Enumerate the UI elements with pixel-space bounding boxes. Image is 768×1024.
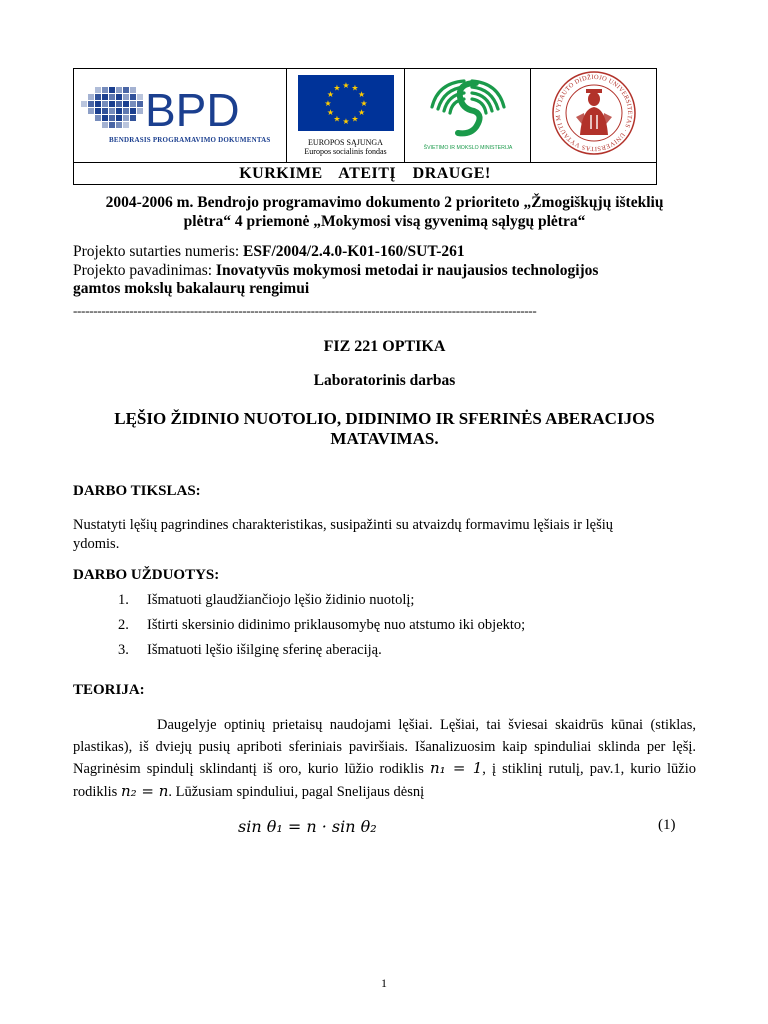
- page-number: 1: [381, 976, 387, 990]
- tasks-list: [118, 592, 525, 667]
- theory-text-3: . Lūžusiam spinduliui, pagal Snelijaus dėsnį: [168, 783, 425, 800]
- eu-caption-2: Europos socialinis fondas: [304, 147, 387, 156]
- eu-star-icon: ★: [359, 99, 368, 108]
- project-name-row-2: [73, 280, 673, 299]
- bpd-map-icon: [75, 73, 285, 159]
- list-item: [118, 592, 525, 617]
- list-item: [118, 642, 525, 667]
- bpd-logo-cell: [74, 69, 287, 163]
- vdu-seal-text: VYTAUTO DIDŽIOJO UNIVERSITETAS · UNIVERSITAS VYTAUTI M: [554, 73, 633, 153]
- priority-line-1: 2004-2006 m. Bendrojo programavimo dokumento 2 prioriteto „Žmogiškųjų išteklių: [105, 194, 664, 211]
- bpd-logo-text: BPD: [145, 83, 240, 136]
- formula-number: (1): [658, 817, 676, 833]
- eu-star-icon: ★: [332, 83, 341, 93]
- project-info: [73, 243, 673, 299]
- eu-logo: [296, 75, 396, 156]
- project-name-row: [73, 262, 673, 281]
- theory-text-2: , į stiklinį rutulį, pav.1, kurio lūžio rodiklis: [73, 761, 697, 800]
- header-logos-table: [73, 68, 657, 185]
- goal-text: [73, 516, 696, 554]
- project-name-label: Projekto pavadinimas:: [73, 261, 216, 279]
- task-text: Ištirti skersinio didinimo priklausomybę nuo atstumo iki objekto;: [147, 617, 526, 633]
- task-text: Išmatuoti lęšio išilginę sferinę aberaciją.: [147, 642, 382, 658]
- course-title: FIZ 221 OPTIKA: [323, 338, 446, 355]
- snell-formula: sin θ₁ = n · sin θ₂: [238, 817, 377, 836]
- eu-logo-cell: [287, 69, 405, 163]
- eu-star-icon: ★: [341, 81, 350, 90]
- task-text: Išmatuoti glaudžiančiojo lęšio židinio nuotolį;: [147, 592, 415, 608]
- priority-line-2: plėtra“ 4 priemonė „Mokymosi visą gyvenimą sąlygų plėtra“: [183, 213, 586, 230]
- goal-line-2: ydomis.: [73, 536, 120, 552]
- eu-star-icon: ★: [357, 108, 365, 117]
- motto: KURKIME ATEITĮ DRAUGE!: [74, 163, 657, 185]
- task-number: 1.: [118, 592, 129, 608]
- contract-label: Projekto sutarties numeris:: [73, 243, 244, 260]
- contract-number-row: [73, 243, 673, 262]
- vdu-logo-cell: [531, 69, 657, 163]
- theory-paragraph: [73, 715, 696, 803]
- bpd-logo: [75, 73, 285, 159]
- eu-flag-icon: [298, 75, 394, 131]
- eu-star-icon: ★: [341, 117, 350, 126]
- vdu-seal-icon: [550, 69, 638, 157]
- bpd-caption: BENDRASIS PROGRAMAVIMO DOKUMENTAS: [109, 135, 271, 144]
- eu-star-icon: ★: [350, 83, 359, 93]
- task-number: 3.: [118, 642, 129, 658]
- eu-star-icon: ★: [332, 114, 341, 124]
- list-item: [118, 617, 525, 642]
- eu-star-icon: ★: [350, 114, 359, 124]
- lab-title: [73, 409, 696, 449]
- ministry-logo-cell: [405, 69, 531, 163]
- goal-line-1: Nustatyti lęšių pagrindines charakteristikas, susipažinti su atvaizdų formavimu lęšiais ir lęšių: [73, 517, 614, 533]
- theory-heading: TEORIJA:: [73, 682, 145, 698]
- theory-text-1: Daugelyje optinių prietaisų naudojami lęšiai. Lęšiai, tai šviesai skaidrūs kūnai (stiklas, plastikas), iš dviejų pusių apriboti sferiniais paviršiais. Išanalizuosim kaip spinduliai sklinda per lęšį. Nagrinėsim spindulį sklindantį iš oro, kurio lūžio rodiklis: [73, 717, 696, 777]
- project-name-value-1: Inovatyvūs mokymosi metodai ir naujausios technologijos: [215, 261, 599, 279]
- priority-heading: [73, 193, 696, 231]
- ministry-logo-icon: [418, 71, 518, 155]
- eu-star-icon: ★: [357, 90, 365, 99]
- eu-star-icon: ★: [326, 108, 334, 117]
- ministry-caption: ŠVIETIMO IR MOKSLO MINISTERIJA: [423, 145, 512, 151]
- separator-line: -------------------------------------------------------------------------------------------------------------------: [73, 303, 537, 318]
- task-number: 2.: [118, 617, 129, 633]
- eu-star-icon: ★: [323, 99, 332, 108]
- goal-heading: DARBO TIKSLAS:: [73, 483, 201, 499]
- lab-title-line-1: LĘŠIO ŽIDINIO NUOTOLIO, DIDINIMO IR SFERINĖS ABERACIJOS: [114, 409, 655, 428]
- math-n1: n₁ = 1: [429, 759, 483, 777]
- math-n2: n₂ = n: [120, 781, 169, 800]
- contract-value: ESF/2004/2.4.0-K01-160/SUT-261: [243, 243, 465, 260]
- tasks-heading: DARBO UŽDUOTYS:: [73, 567, 220, 583]
- lab-title-line-2: MATAVIMAS.: [330, 429, 439, 448]
- eu-caption-1: EUROPOS SĄJUNGA: [308, 138, 383, 147]
- work-type: Laboratorinis darbas: [313, 372, 456, 389]
- eu-star-icon: ★: [326, 90, 334, 99]
- project-name-value-2: gamtos mokslų bakalaurų rengimui: [73, 280, 310, 297]
